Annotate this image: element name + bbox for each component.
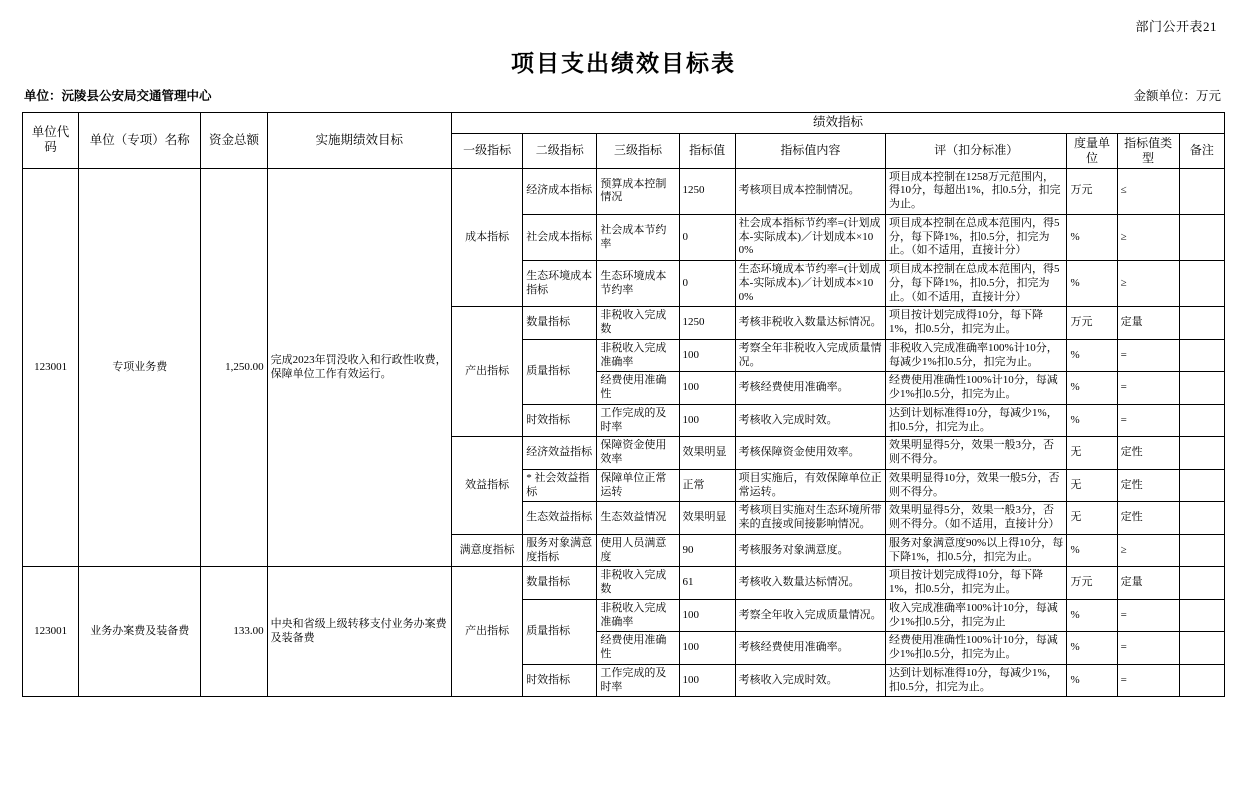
col-level2: 二级指标 — [523, 133, 597, 168]
cell-target-content: 考核项目成本控制情况。 — [735, 168, 885, 214]
cell-unit-code: 123001 — [23, 567, 79, 697]
cell-level2: 生态效益指标 — [523, 502, 597, 535]
amount-unit-label: 金额单位：万元 — [1133, 89, 1221, 103]
cell-value-type: 定性 — [1117, 437, 1179, 470]
cell-scoring: 经费使用准确性100%计10分，每减少1%扣0.5分，扣完为止。 — [886, 372, 1067, 405]
cell-scoring: 项目成本控制在1258万元范围内，得10分，每超出1%，扣0.5分，扣完为止。 — [886, 168, 1067, 214]
cell-scoring: 效果明显得5分，效果一般3分，否则不得分。 — [886, 437, 1067, 470]
cell-level3: 生态环境成本节约率 — [597, 261, 679, 307]
cell-scoring: 项目按计划完成得10分，每下降1%，扣0.5分，扣完为止。 — [886, 567, 1067, 600]
table-row — [23, 567, 1225, 600]
col-remark: 备注 — [1179, 133, 1224, 168]
cell-value-type: 定量 — [1117, 307, 1179, 340]
cell-level3: 保障资金使用效率 — [597, 437, 679, 470]
cell-target-content: 考核收入完成时效。 — [735, 664, 885, 697]
cell-target-value: 90 — [679, 534, 735, 567]
col-level3: 三级指标 — [597, 133, 679, 168]
cell-scoring: 达到计划标准得10分，每减少1%，扣0.5分，扣完为止。 — [886, 404, 1067, 437]
col-target-value: 指标值 — [679, 133, 735, 168]
cell-target-content: 考核收入数量达标情况。 — [735, 567, 885, 600]
cell-value-type: 定性 — [1117, 502, 1179, 535]
cell-measure-unit: % — [1067, 632, 1117, 665]
cell-level2: 时效指标 — [523, 664, 597, 697]
cell-target-content: 考察全年收入完成质量情况。 — [735, 599, 885, 632]
cell-remark — [1179, 567, 1224, 600]
cell-scoring: 项目成本控制在总成本范围内，得5分，每下降1%，扣0.5分，扣完为止。（如不适用，直接计分） — [886, 261, 1067, 307]
cell-scoring: 效果明显得10分，效果一般5分，否则不得分。 — [886, 469, 1067, 502]
unit-label: 单位：沅陵县公安局交通管理中心 — [24, 89, 212, 103]
cell-unit-code: 123001 — [23, 168, 79, 567]
cell-level2: 数量指标 — [523, 567, 597, 600]
cell-value-type: = — [1117, 404, 1179, 437]
col-unit-code: 单位代码 — [23, 113, 79, 169]
cell-value-type: ≥ — [1117, 214, 1179, 260]
cell-measure-unit: % — [1067, 339, 1117, 372]
performance-target-table — [22, 112, 1225, 697]
cell-value-type: ≤ — [1117, 168, 1179, 214]
cell-level2: 服务对象满意度指标 — [523, 534, 597, 567]
table-row — [23, 168, 1225, 214]
cell-unit-name: 业务办案费及装备费 — [79, 567, 201, 697]
cell-measure-unit: 无 — [1067, 502, 1117, 535]
cell-target-content: 项目实施后，有效保障单位正常运转。 — [735, 469, 885, 502]
cell-remark — [1179, 339, 1224, 372]
cell-measure-unit: % — [1067, 599, 1117, 632]
cell-value-type: = — [1117, 664, 1179, 697]
subheader — [22, 86, 1225, 108]
col-level1: 一级指标 — [452, 133, 523, 168]
cell-measure-unit: % — [1067, 404, 1117, 437]
cell-scoring: 服务对象满意度90%以上得10分，每下降1%，扣0.5分，扣完为止。 — [886, 534, 1067, 567]
cell-target-value: 61 — [679, 567, 735, 600]
cell-target-value: 100 — [679, 339, 735, 372]
col-perf-group: 绩效指标 — [452, 113, 1225, 134]
cell-scoring: 达到计划标准得10分，每减少1%，扣0.5分，扣完为止。 — [886, 664, 1067, 697]
cell-unit-name: 专项业务费 — [79, 168, 201, 567]
cell-level2: 经济成本指标 — [523, 168, 597, 214]
cell-measure-unit: % — [1067, 664, 1117, 697]
cell-target-value: 0 — [679, 214, 735, 260]
cell-level3: 经费使用准确性 — [597, 372, 679, 405]
cell-remark — [1179, 168, 1224, 214]
cell-measure-unit: 无 — [1067, 437, 1117, 470]
cell-total-amount: 1,250.00 — [201, 168, 267, 567]
cell-remark — [1179, 437, 1224, 470]
cell-level3: 生态效益情况 — [597, 502, 679, 535]
col-period-goal: 实施期绩效目标 — [267, 113, 451, 169]
cell-measure-unit: % — [1067, 372, 1117, 405]
cell-level2: 生态环境成本指标 — [523, 261, 597, 307]
table-header — [23, 113, 1225, 169]
form-code: 部门公开表21 — [1135, 19, 1217, 34]
cell-remark — [1179, 502, 1224, 535]
cell-value-type: ≥ — [1117, 534, 1179, 567]
cell-remark — [1179, 664, 1224, 697]
cell-level2: 质量指标 — [523, 599, 597, 664]
cell-level3: 保障单位正常运转 — [597, 469, 679, 502]
cell-level2: * 社会效益指标 — [523, 469, 597, 502]
cell-value-type: = — [1117, 339, 1179, 372]
cell-period-goal: 中央和省级上级转移支付业务办案费及装备费 — [267, 567, 451, 697]
col-target-content: 指标值内容 — [735, 133, 885, 168]
cell-value-type: = — [1117, 632, 1179, 665]
cell-target-content: 考核经费使用准确率。 — [735, 372, 885, 405]
cell-scoring: 经费使用准确性100%计10分，每减少1%扣0.5分，扣完为止。 — [886, 632, 1067, 665]
cell-remark — [1179, 599, 1224, 632]
cell-level2: 社会成本指标 — [523, 214, 597, 260]
cell-level3: 工作完成的及时率 — [597, 404, 679, 437]
cell-level1: 效益指标 — [452, 437, 523, 535]
header-row-1 — [23, 113, 1225, 134]
col-scoring: 评（扣分标准） — [886, 133, 1067, 168]
cell-target-value: 100 — [679, 404, 735, 437]
cell-value-type: 定量 — [1117, 567, 1179, 600]
cell-level1: 成本指标 — [452, 168, 523, 307]
cell-remark — [1179, 307, 1224, 340]
cell-level3: 工作完成的及时率 — [597, 664, 679, 697]
cell-target-content: 生态环境成本节约率=(计划成本-实际成本)／计划成本×100% — [735, 261, 885, 307]
cell-level3: 使用人员满意度 — [597, 534, 679, 567]
cell-value-type: 定性 — [1117, 469, 1179, 502]
cell-scoring: 项目成本控制在总成本范围内，得5分，每下降1%，扣0.5分，扣完为止。（如不适用，直接计分） — [886, 214, 1067, 260]
cell-target-content: 考核服务对象满意度。 — [735, 534, 885, 567]
cell-period-goal: 完成2023年罚没收入和行政性收费，保障单位工作有效运行。 — [267, 168, 451, 567]
cell-value-type: = — [1117, 599, 1179, 632]
cell-level3: 非税收入完成准确率 — [597, 339, 679, 372]
cell-target-value: 效果明显 — [679, 437, 735, 470]
cell-remark — [1179, 469, 1224, 502]
cell-measure-unit: 万元 — [1067, 307, 1117, 340]
cell-measure-unit: 万元 — [1067, 567, 1117, 600]
cell-target-value: 正常 — [679, 469, 735, 502]
col-total-amount: 资金总额 — [201, 113, 267, 169]
cell-level2: 经济效益指标 — [523, 437, 597, 470]
cell-target-content: 考核收入完成时效。 — [735, 404, 885, 437]
cell-remark — [1179, 534, 1224, 567]
cell-level1: 产出指标 — [452, 307, 523, 437]
col-value-type: 指标值类型 — [1117, 133, 1179, 168]
cell-level1: 满意度指标 — [452, 534, 523, 567]
cell-level2: 数量指标 — [523, 307, 597, 340]
cell-scoring: 项目按计划完成得10分，每下降1%，扣0.5分，扣完为止。 — [886, 307, 1067, 340]
cell-target-content: 考核保障资金使用效率。 — [735, 437, 885, 470]
cell-level3: 社会成本节约率 — [597, 214, 679, 260]
cell-level3: 非税收入完成准确率 — [597, 599, 679, 632]
cell-value-type: ≥ — [1117, 261, 1179, 307]
cell-target-content: 考核非税收入数量达标情况。 — [735, 307, 885, 340]
cell-target-content: 考核项目实施对生态环境所带来的直接或间接影响情况。 — [735, 502, 885, 535]
cell-level3: 非税收入完成数 — [597, 567, 679, 600]
cell-remark — [1179, 404, 1224, 437]
cell-target-value: 0 — [679, 261, 735, 307]
cell-measure-unit: % — [1067, 534, 1117, 567]
cell-target-content: 考察全年非税收入完成质量情况。 — [735, 339, 885, 372]
cell-target-value: 1250 — [679, 307, 735, 340]
cell-level2: 时效指标 — [523, 404, 597, 437]
cell-target-value: 1250 — [679, 168, 735, 214]
cell-target-value: 100 — [679, 664, 735, 697]
cell-remark — [1179, 632, 1224, 665]
col-measure-unit: 度量单位 — [1067, 133, 1117, 168]
cell-measure-unit: 万元 — [1067, 168, 1117, 214]
cell-target-content: 社会成本指标节约率=(计划成本-实际成本)／计划成本×100% — [735, 214, 885, 260]
page-title: 项目支出绩效目标表 — [511, 51, 736, 76]
cell-remark — [1179, 261, 1224, 307]
cell-scoring: 非税收入完成准确率100%计10分，每减少1%扣0.5分，扣完为止。 — [886, 339, 1067, 372]
cell-target-value: 效果明显 — [679, 502, 735, 535]
cell-target-value: 100 — [679, 632, 735, 665]
cell-level3: 非税收入完成数 — [597, 307, 679, 340]
cell-measure-unit: % — [1067, 261, 1117, 307]
cell-target-content: 考核经费使用准确率。 — [735, 632, 885, 665]
cell-remark — [1179, 214, 1224, 260]
cell-scoring: 效果明显得5分，效果一般3分，否则不得分。（如不适用，直接计分） — [886, 502, 1067, 535]
cell-total-amount: 133.00 — [201, 567, 267, 697]
cell-level3: 经费使用准确性 — [597, 632, 679, 665]
table-body — [23, 168, 1225, 697]
cell-value-type: = — [1117, 372, 1179, 405]
cell-measure-unit: % — [1067, 214, 1117, 260]
cell-target-value: 100 — [679, 599, 735, 632]
cell-target-value: 100 — [679, 372, 735, 405]
cell-scoring: 收入完成准确率100%计10分，每减少1%扣0.5分，扣完为止 — [886, 599, 1067, 632]
cell-level3: 预算成本控制情况 — [597, 168, 679, 214]
cell-remark — [1179, 372, 1224, 405]
col-unit-name: 单位（专项）名称 — [79, 113, 201, 169]
cell-level1: 产出指标 — [452, 567, 523, 697]
cell-measure-unit: 无 — [1067, 469, 1117, 502]
cell-level2: 质量指标 — [523, 339, 597, 404]
